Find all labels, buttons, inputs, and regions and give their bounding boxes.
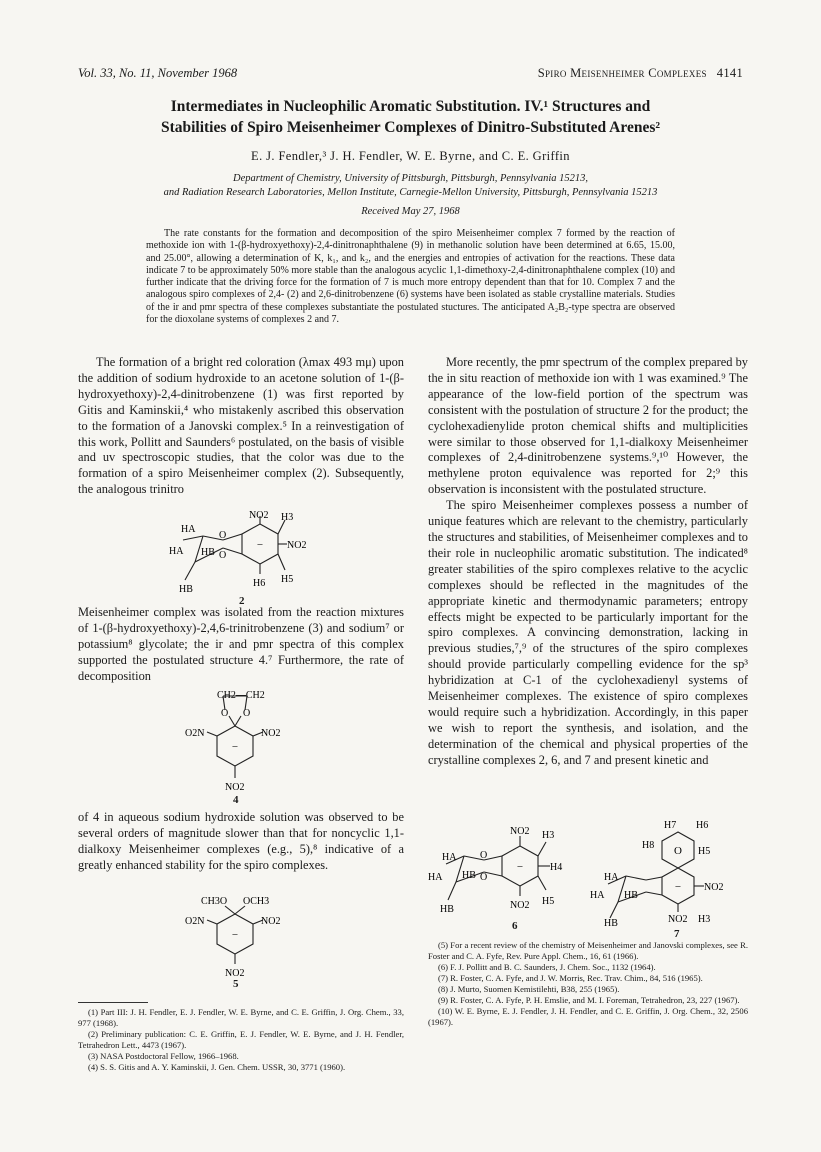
running-title: [538, 66, 743, 81]
title-line-1: Intermediates in Nucleophilic Aromatic Substitution. IV.¹ Structures and: [170, 98, 651, 115]
label-hb-2: HB: [440, 904, 454, 915]
structure-7: [590, 818, 750, 940]
footnote: (6) F. J. Pollitt and B. C. Saunders, J. Chem. Soc., 1132 (1964).: [438, 962, 656, 972]
footnote: (5) For a recent review of the chemistry of Meisenheimer and Janovski complexes, see R. Foster and C. A. Fyfe, Rev. Pure Appl. Chem., 16, 61 (1966).: [428, 940, 748, 961]
structure-7-number: 7: [674, 928, 680, 940]
paragraph: Meisenheimer complex was isolated from the reaction mixtures of 1-(β-hydroxyethoxy)-2,4,6-trinitrobenzene (3) and sodium⁷ or potassium⁸ glycolate; the ir and pmr spectra of this complex supported the postulated structure 4.⁷ Furthermore, the rate of decomposition: [78, 605, 404, 683]
footnotes-left: [78, 1007, 404, 1073]
structure-7-drawing: [590, 818, 750, 928]
body-left-paragraph-3: [78, 810, 404, 874]
ring-charge: −: [674, 881, 682, 893]
page-number: 4141: [716, 66, 743, 80]
paragraph: of 4 in aqueous sodium hydroxide solution was observed to be several orders of magnitude slower than that for noncyclic 1,1-dialkoxy Meisenheimer complexes (e.g., 5),⁸ indicative of a greatly enhanced stability for the spiro complexes.: [78, 810, 404, 872]
label-h5: H5: [542, 896, 555, 907]
affiliation-line-1: Department of Chemistry, University of Pittsburgh, Pittsburgh, Pennsylvania 15213,: [232, 173, 589, 184]
footnote: (8) J. Murto, Suomen Kemistilehti, B38, 255 (1965).: [438, 984, 620, 994]
structure-2-number: 2: [239, 595, 245, 607]
label-o: O: [480, 850, 488, 861]
structure-4-drawing: [185, 688, 295, 798]
label-h6: H6: [253, 578, 266, 589]
structure-6-drawing: [428, 820, 578, 918]
label-o: O: [221, 708, 229, 719]
footnote: (2) Preliminary publication: C. E. Griffin, E. J. Fendler, W. E. Byrne, and J. H. Fendler, Tetrahedron Lett., 4473 (1967).: [78, 1029, 404, 1050]
structure-4-number: 4: [233, 794, 239, 806]
structure-2-drawing: [165, 510, 325, 602]
label-hb: HB: [624, 890, 638, 901]
label-ha-2: HA: [169, 546, 184, 557]
label-no2-2: NO2: [668, 914, 688, 925]
ring-o-mark: O: [674, 845, 682, 857]
body-left-paragraph-2: [78, 605, 404, 685]
footnote-rule: [78, 1002, 148, 1003]
label-hb: HB: [201, 547, 215, 558]
running-head: [78, 66, 743, 81]
label-h3: H3: [281, 512, 294, 523]
paragraph: More recently, the pmr spectrum of the complex prepared by the in situ reaction of methoxide ion with 1 was examined.⁹ The appearance of the low-field portion of the spectrum was consistent with the postulation of structure 2 for the product; the cyclohexadienylide proton chemical shifts and multiplicities were similar to those observed for 1,1-dialkoxy Meisenheimer complexes of 2,4-dinitrobenzene systems.⁹,¹⁰ However, the methylene proton equivalence was reported for 2;⁹ this observation is inconsistent with the postulated structure.: [428, 355, 748, 497]
label-no2: NO2: [704, 882, 724, 893]
label-ha-2: HA: [428, 872, 443, 883]
label-h4: H4: [550, 862, 563, 873]
footnotes-right: [428, 940, 748, 1028]
label-ha: HA: [442, 852, 457, 863]
label-ha: HA: [604, 872, 619, 883]
structure-5: [185, 894, 295, 989]
label-o-2: O: [219, 550, 227, 561]
footnote: (10) W. E. Byrne, E. J. Fendler, J. H. Fendler, and C. E. Griffin, J. Org. Chem., 32, 2506 (1967).: [428, 1006, 748, 1027]
label-h3: H3: [698, 914, 711, 925]
ring-charge: −: [256, 539, 264, 551]
label-h5: H5: [698, 846, 711, 857]
abstract: The rate constants for the formation and decomposition of the spiro Meisenheimer complex 7 formed by the reaction of methoxide ion with 1-(β-hydroxyethoxy)-2,4-dinitronaphthalene (9) in methanolic solution have been determined at 6.65, 15.00, and 25.00°, allowing a determination of K, k₁, and k₂, and the energies and entropies of activation for the reactions. These data indicate 7 to be approximately 50% more stable than the analogous acyclic 1,1-dimethoxy-2,4-dinitronaphthalene complex (10) and further indicate that the driving force for the formation of 7 is much more entropy dependent than that for 10. Complex 7 and the analogous spiro complexes of 2,4- (2) and 2,6-dinitrobenzene (6) systems have been isolated as stable crystalline materials. Studies of the ir and pmr spectra of these complexes substantiate the postulated stuctures. The anticipated A₂B₂-type spectra are observed for the dioxolane systems of complexes 2 and 7.: [146, 228, 675, 326]
paragraph: The formation of a bright red coloration (λmax 493 mμ) upon the addition of sodium hydroxide to an acetone solution of 1-(β-hydroxyethoxy)-2,4-dinitrobenzene (1) was first reported by Gitis and Kaminskii,⁴ who mistakenly ascribed this observation to the formation of a Janovski complex.⁵ In a reinvestigation of this work, Pollitt and Saunders⁶ postulated, on the basis of visible and uv spectroscopic studies, that the color was due to the formation of a spiro Meisenheimer complex (2). Subsequently, the analogous trinitro: [78, 355, 404, 497]
footnote: (4) S. S. Gitis and A. Y. Kaminskii, J. Gen. Chem. USSR, 30, 3771 (1960).: [88, 1062, 346, 1072]
received-date: Received May 27, 1968: [361, 206, 460, 217]
label-o2n: O2N: [185, 728, 205, 739]
structure-6-number: 6: [512, 920, 518, 932]
journal-volume: Vol. 33, No. 11, November 1968: [78, 66, 238, 80]
article-title: [70, 96, 751, 138]
body-left-paragraph-1: [78, 355, 404, 498]
footnote: (9) R. Foster, C. A. Fyfe, P. H. Emslie, and M. I. Foreman, Tetrahedron, 23, 227 (1967).: [438, 995, 740, 1005]
footnote: (1) Part III: J. H. Fendler, E. J. Fendler, W. E. Byrne, and C. E. Griffin, J. Org. Chem., 33, 977 (1968).: [78, 1007, 404, 1028]
label-hb-2: HB: [179, 584, 193, 595]
footnote: (7) R. Foster, C. A. Fyfe, and J. W. Morris, Rec. Trav. Chim., 84, 516 (1965).: [438, 973, 703, 983]
footnote: (3) NASA Postdoctoral Fellow, 1966–1968.: [88, 1051, 239, 1061]
ring-charge: −: [231, 741, 239, 753]
running-title-text: Spiro Meisenheimer Complexes: [537, 66, 707, 80]
label-no2: NO2: [510, 826, 530, 837]
ring-charge: −: [516, 861, 524, 873]
label-no2-4: NO2: [225, 968, 245, 979]
structure-5-number: 5: [233, 978, 239, 990]
label-o-2: O: [480, 872, 488, 883]
label-ha: HA: [181, 524, 196, 535]
label-o: O: [219, 530, 227, 541]
structure-6: [428, 820, 578, 932]
label-ch2: CH2—CH2: [217, 690, 265, 701]
label-no2: NO2: [249, 510, 269, 521]
label-h5: H5: [281, 574, 294, 585]
title-line-2: Stabilities of Spiro Meisenheimer Complexes of Dinitro-Substituted Arenes²: [160, 119, 661, 136]
structure-4: [185, 688, 295, 806]
body-right-column: [428, 355, 748, 769]
label-no2: NO2: [261, 728, 281, 739]
label-ch3o: CH3O: [201, 896, 228, 907]
ring-charge: −: [231, 929, 239, 941]
label-no2-4: NO2: [287, 540, 307, 551]
label-no2-6: NO2: [510, 900, 530, 911]
label-hb: HB: [462, 870, 476, 881]
structure-2: [165, 510, 325, 607]
author-list: E. J. Fendler,³ J. H. Fendler, W. E. Byrne, and C. E. Griffin: [251, 149, 570, 163]
affiliation-line-2: and Radiation Research Laboratories, Mellon Institute, Carnegie-Mellon University, Pittsburgh, Pennsylvania 15213: [163, 187, 658, 198]
label-h7: H7: [664, 820, 677, 831]
affiliation: [90, 172, 731, 200]
label-h3: H3: [542, 830, 555, 841]
label-hb-2: HB: [604, 918, 618, 928]
label-no2-4: NO2: [225, 782, 245, 793]
label-o2n: O2N: [185, 916, 205, 927]
label-h8: H8: [642, 840, 655, 851]
label-och3: OCH3: [243, 896, 270, 907]
label-ha-2: HA: [590, 890, 605, 901]
label-o-2: O: [243, 708, 251, 719]
label-no2: NO2: [261, 916, 281, 927]
structure-5-drawing: [185, 894, 295, 984]
paragraph: The spiro Meisenheimer complexes possess a number of unique features which are relevant to the chemistry, particularly the structures and stabilities, of Meisenheimer complexes and to their role in nucleophilic aromatic substitution. The indicated⁸ greater stabilities of the spiro complexes relative to the acyclic complexes should be reflected in the magnitudes of the appropriate kinetic and thermodynamic parameters; entropy effects might be expected to be particularly important for the spiro complexes. A convincing demonstration, lacking in previous studies,⁷,⁹ of the structures of the spiro complexes should provide particularly compelling evidence for the sp³ hybridization at C-1 of the cyclohexadienyl systems of Meisenheimer complexes. The existence of spiro complexes would require such a hybridization. Accordingly, in this paper we wish to report the synthesis, and isolation, and the determination of the chemical and physical properties of the crystalline complexes 2, 6, and 7 and present kinetic and: [428, 498, 748, 767]
label-h6: H6: [696, 820, 709, 831]
